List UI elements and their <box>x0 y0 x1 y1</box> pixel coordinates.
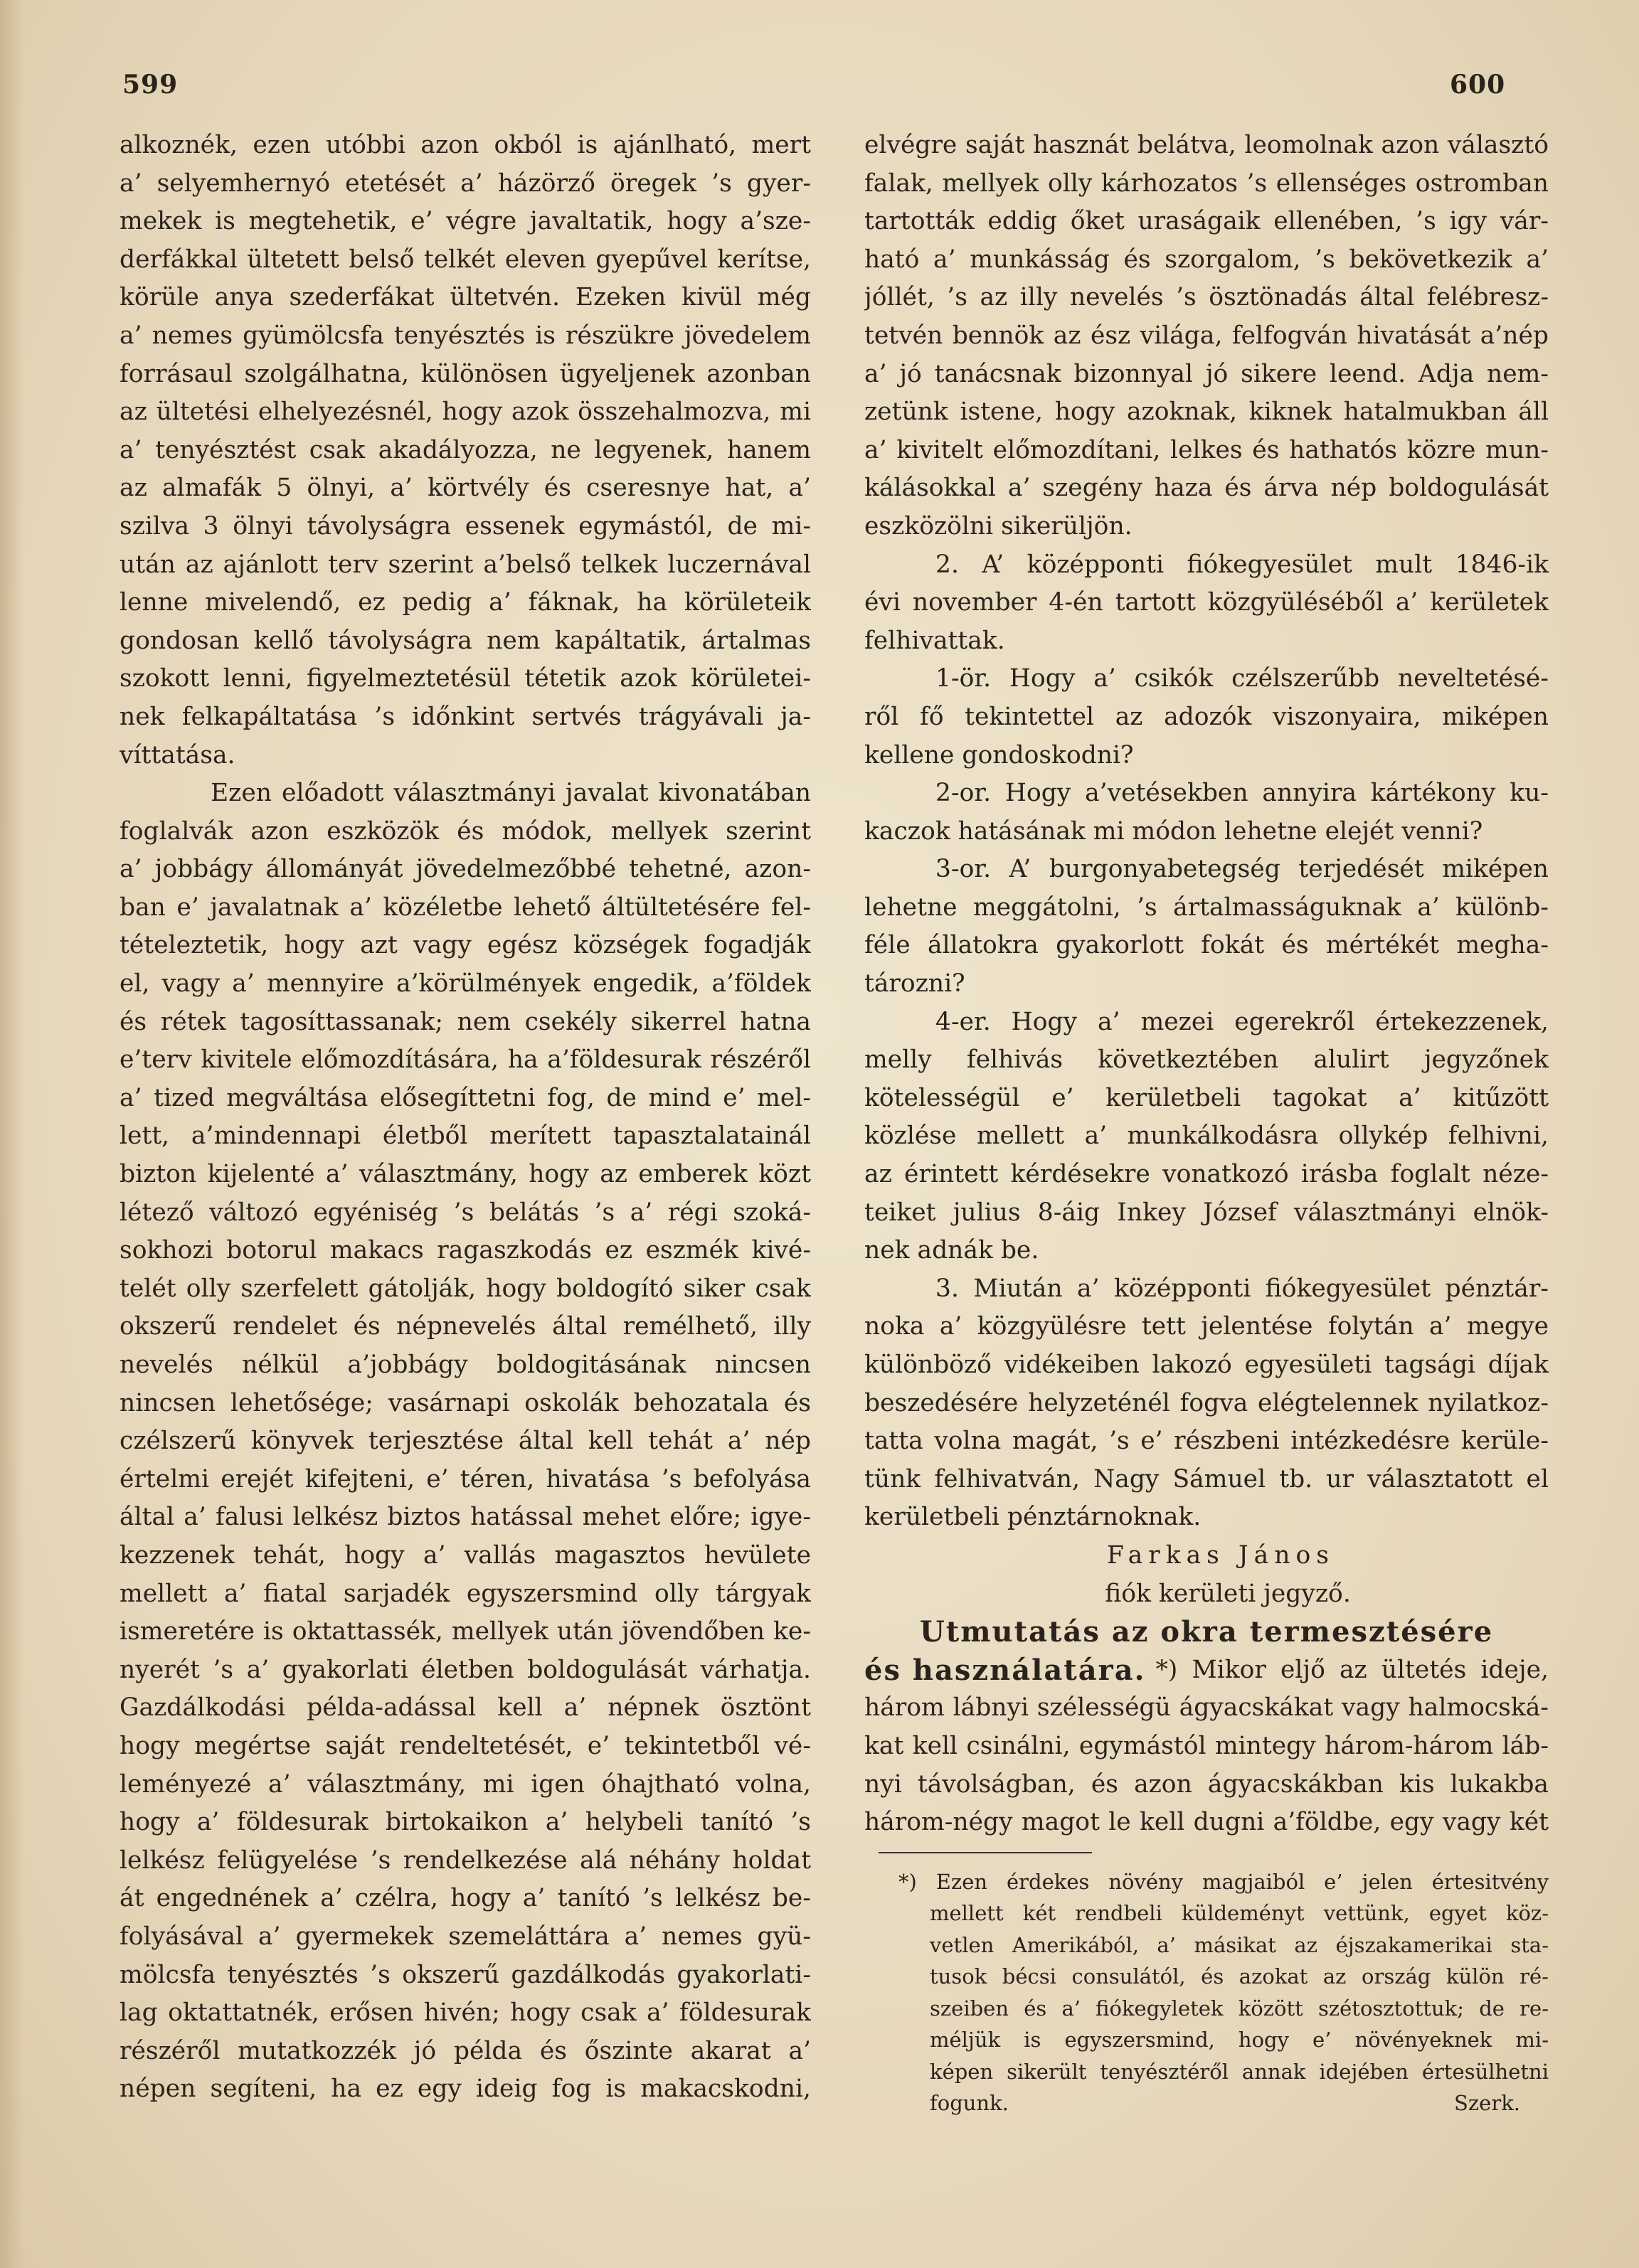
text-line: okszerű rendelet és népnevelés által remélhető, illy <box>120 1312 811 1341</box>
right-column <box>864 127 1549 2119</box>
footnote-line: szeiben és a’ fiókegyletek között szétosztottuk; de re- <box>930 1996 1549 2021</box>
text-line: folyásával a’ gyermekek szemeláttára a’ nemes gyü- <box>120 1922 811 1951</box>
text-line: a’ selyemhernyó etetését a’ házörző öregek ’s gyer- <box>120 169 811 198</box>
text-line: tatta volna magát, ’s e’ részbeni intézkedésre kerüle- <box>864 1427 1549 1456</box>
text-line: Gazdálkodási példa-adással kell a’ népnek ösztönt <box>120 1693 811 1723</box>
text-line: a’ kivitelt előmozdítani, lelkes és hathatós közre mun- <box>864 435 1549 464</box>
text-line: tározni? <box>864 969 965 999</box>
footnote-line: *) Ezen érdekes növény magjaiból e’ jelen értesitvény <box>898 1869 1549 1894</box>
text-line: a’ tenyésztést csak akadályozza, ne legyenek, hanem <box>120 435 811 464</box>
footnote-divider <box>879 1852 1092 1853</box>
page-shadow <box>0 0 24 2268</box>
text-line: 3-or. A’ burgonyabetegség terjedését miképen <box>935 855 1549 884</box>
text-line: ről fő tekintettel az adozók viszonyaira, miképen <box>864 702 1549 731</box>
text-line: szilva 3 ölnyi távolyságra essenek egymástól, de mi- <box>120 511 811 541</box>
text-line: a’ jobbágy állományát jövedelmezőbbé tehetné, azon- <box>120 855 811 884</box>
text-line: kálásokkal a’ szegény haza és árva nép boldogulását <box>864 474 1549 503</box>
text-line: forrásaul szolgálhatna, különösen ügyeljenek azonban <box>120 359 811 388</box>
text-line: lehetne meggátolni, ’s ártalmasságuknak a’ különb- <box>864 893 1549 922</box>
text-line: víttatása. <box>120 740 235 770</box>
after-heading-first: *) Mikor eljő az ültetés ideje, <box>1155 1655 1549 1684</box>
text-line: különböző vidékeiben lakozó egyesületi tagsági díjak <box>864 1351 1549 1379</box>
text-line: után az ajánlott terv szerint a’belső telkek luczernával <box>120 550 811 579</box>
text-line: el, vagy a’ mennyire a’körülmények engedik, a’földek <box>120 969 811 999</box>
text-line: nincsen lehetősége; vasárnapi oskolák behozatala és <box>120 1388 811 1417</box>
text-line: évi november 4-én tartott közgyüléséből a’ kerületek <box>864 588 1549 617</box>
text-line: melly felhivás következtében alulirt jegyzőnek <box>864 1045 1549 1075</box>
text-line: három lábnyi szélességü ágyacskákat vagy halmocská- <box>864 1693 1549 1723</box>
text-line: beszedésére helyzeténél fogva elégtelennek nyilatkoz- <box>864 1388 1549 1417</box>
text-line: tartották eddig őket uraságaik ellenében, ’s igy vár- <box>864 207 1549 236</box>
text-line: nek felkapáltatása ’s időnkint sertvés trágyávali ja- <box>120 702 811 731</box>
text-line: mölcsfa tenyésztés ’s okszerű gazdálkodás gyakorlati- <box>120 1960 811 1989</box>
section-heading-line1: Utmutatás az okra termesztésére <box>919 1615 1494 1649</box>
text-line: körüle anya szederfákat ültetvén. Ezeken kivül még <box>120 283 811 312</box>
text-line: nyi távolságban, és azon ágyacskákban kis lukakba <box>864 1769 1549 1799</box>
page-number-right: 600 <box>1450 70 1506 100</box>
text-line: kezzenek tehát, hogy a’ vallás magasztos hevülete <box>120 1540 811 1570</box>
footnote-line: tusok bécsi consulától, és azokat az ország külön ré- <box>930 1964 1549 1989</box>
text-line: hogy megértse saját rendeltetését, e’ tekintetből vé- <box>120 1731 811 1760</box>
text-line: ban e’ javalatnak a’ közéletbe lehető áltültetésére fel- <box>120 893 811 922</box>
text-line: czélszerű könyvek terjesztése által kell tehát a’ nép <box>120 1427 811 1456</box>
text-line: Ezen előadott választmányi javalat kivonatában <box>211 779 811 808</box>
text-line: nek adnák be. <box>864 1236 1039 1265</box>
text-line: mellett a’ fiatal sarjadék egyszersmind olly tárgyak <box>120 1579 811 1608</box>
text-line: 1-ör. Hogy a’ csikók czélszerűbb neveltetésé- <box>935 664 1549 693</box>
left-column <box>120 127 811 2109</box>
text-line: szokott lenni, figyelmeztetésül tétetik azok körületei- <box>120 664 811 693</box>
text-line: elvégre saját hasznát belátva, leomolnak azon választó <box>864 131 1549 159</box>
text-line: ható a’ munkásság és szorgalom, ’s bekövetkezik a’ <box>864 245 1549 274</box>
text-line: kellene gondoskodni? <box>864 740 1134 770</box>
text-line: hogy a’ földesurak birtokaikon a’ helybeli tanító ’s <box>120 1808 811 1837</box>
text-line: nevelés nélkül a’jobbágy boldogitásának nincsen <box>120 1351 811 1379</box>
text-line: kat kell csinálni, egymástól mintegy három-három láb- <box>864 1731 1549 1760</box>
text-line: át engednének a’ czélra, hogy a’ tanító ’s lelkész be- <box>120 1884 811 1913</box>
footnote-line: képen sikerült tenyésztéről annak idejében értesülhetni <box>930 2059 1549 2084</box>
text-line: a’ jó tanácsnak bizonnyal jó sikere leend. Adja nem- <box>864 359 1549 388</box>
text-line: három-négy magot le kell dugni a’földbe, egy vagy két <box>864 1808 1549 1837</box>
section-heading-line2: és használatára. <box>864 1653 1146 1687</box>
footnote-line: méljük is egyszersmind, hogy e’ növényeknek mi- <box>930 2028 1549 2053</box>
text-line: lag oktattatnék, erősen hivén; hogy csak a’ földesurak <box>120 1998 811 2028</box>
right-column-body <box>864 127 1549 1537</box>
text-line: létező változó egyéniség ’s belátás ’s a’ régi szoká- <box>120 1198 811 1227</box>
text-line: gondosan kellő távolyságra nem kapáltatik, ártalmas <box>120 626 811 655</box>
text-line: foglalvák azon eszközök és módok, mellyek szerint <box>120 816 811 846</box>
text-line: által a’ falusi lelkész biztos hatással mehet előre; igye- <box>120 1503 811 1532</box>
text-line: 2-or. Hogy a’vetésekben annyira kártékony ku- <box>935 779 1549 808</box>
footnote-line <box>864 2087 1549 2119</box>
page-number-left: 599 <box>122 70 179 100</box>
text-line: tételeztetik, hogy azt vagy egész községek fogadják <box>120 931 811 960</box>
signature-name: Farkas János <box>1107 1540 1335 1570</box>
text-line: lett, a’mindennapi életből merített tapasztalatainál <box>120 1122 811 1151</box>
footnote-line: mellett két rendbeli küldeményt vettünk, egyet köz- <box>930 1901 1549 1926</box>
footnote-line: vetlen Amerikából, a’ másikat az éjszakamerikai sta- <box>930 1932 1549 1957</box>
text-line: falak, mellyek olly kárhozatos ’s ellenséges ostromban <box>864 169 1549 198</box>
text-line: értelmi erejét kifejteni, e’ téren, hivatása ’s befolyása <box>120 1464 811 1494</box>
text-line: részéről mutatkozzék jó példa és őszinte akarat a’ <box>120 2036 811 2065</box>
text-line: ismeretére is oktattassék, mellyek után jövendőben ke- <box>120 1617 811 1646</box>
text-line: derfákkal ültetett belső telkét eleven gyepűvel kerítse, <box>120 245 811 274</box>
text-line: az almafák 5 ölnyi, a’ körtvély és cseresnye hat, a’ <box>120 474 811 503</box>
after-heading-body <box>864 1689 1549 1841</box>
text-line: lelkész felügyelése ’s rendelkezése alá néhány holdat <box>120 1846 811 1875</box>
text-line: mekek is megtehetik, e’ végre javaltatik, hogy a’sze- <box>120 207 811 236</box>
text-line: leményezé a’ választmány, mi igen óhajtható volna, <box>120 1769 811 1799</box>
text-line: nyerét ’s a’ gyakorlati életben boldogulását várhatja. <box>120 1655 811 1684</box>
footnote-line-text: fogunk. <box>930 2091 1009 2116</box>
text-line: népen segíteni, ha ez egy ideig fog is makacskodni, <box>120 2075 811 2104</box>
text-line: teiket julius 8-áig Inkey József választmányi elnök- <box>864 1198 1549 1227</box>
footnote-signature: Szerk. <box>1454 2091 1520 2116</box>
text-line: 3. Miután a’ középponti fiókegyesület pénztár- <box>935 1274 1549 1303</box>
text-line: féle állatokra gyakorlott fokát és mértékét megha- <box>864 931 1549 960</box>
text-line: tetvén bennök az ész világa, felfogván hivatását a’nép <box>864 321 1549 350</box>
text-line: az érintett kérdésekre vonatkozó irásba foglalt néze- <box>864 1160 1549 1189</box>
text-line: és rétek tagosíttassanak; nem csekély sikerrel hatna <box>120 1007 811 1036</box>
text-line: eszközölni sikerüljön. <box>864 511 1133 541</box>
text-line: sokhozi botorul makacs ragaszkodás ez eszmék kivé- <box>120 1236 811 1265</box>
text-line: bizton kijelenté a’ választmány, hogy az emberek közt <box>120 1160 811 1189</box>
text-line: kaczok hatásának mi módon lehetne elejét venni? <box>864 816 1483 846</box>
text-line: e’terv kivitele előmozdítására, ha a’földesurak részéről <box>120 1045 811 1075</box>
text-line: 2. A’ középponti fiókegyesület mult 1846-ik <box>935 550 1549 579</box>
text-line: kerületbeli pénztárnoknak. <box>864 1503 1202 1532</box>
text-line: kötelességül e’ kerületbeli tagokat a’ kitűzött <box>864 1083 1549 1112</box>
text-line: felhivattak. <box>864 626 1005 655</box>
text-line: közlése mellett a’ munkálkodásra ollykép felhivni, <box>864 1122 1549 1151</box>
text-line: lenne mivelendő, ez pedig a’ fáknak, ha körületeik <box>120 588 811 617</box>
footnote <box>864 1866 1549 2119</box>
section-heading-line2-row <box>864 1651 1549 1690</box>
text-line: noka a’ közgyülésre tett jelentése folytán a’ megye <box>864 1312 1549 1341</box>
text-line: alkoznék, ezen utóbbi azon okból is ajánlható, mert <box>120 131 811 159</box>
text-line: a’ nemes gyümölcsfa tenyésztés is részükre jövedelem <box>120 321 811 350</box>
text-line: zetünk istene, hogy azoknak, kiknek hatalmukban áll <box>864 398 1549 427</box>
text-line: telét olly szerfelett gátolják, hogy boldogító siker csak <box>120 1274 811 1303</box>
text-line: jóllét, ’s az illy nevelés ’s ösztönadás által felébresz- <box>864 283 1549 312</box>
text-line: a’ tized megváltása elősegíttetni fog, de mind e’ mel- <box>120 1083 811 1112</box>
text-line: az ültetési elhelyezésnél, hogy azok összehalmozva, mi <box>120 398 811 427</box>
signature-title: fiók kerületi jegyző. <box>1105 1579 1351 1608</box>
text-line: tünk felhivatván, Nagy Sámuel tb. ur választatott el <box>864 1464 1549 1494</box>
text-line: 4-er. Hogy a’ mezei egerekről értekezzenek, <box>935 1007 1549 1036</box>
